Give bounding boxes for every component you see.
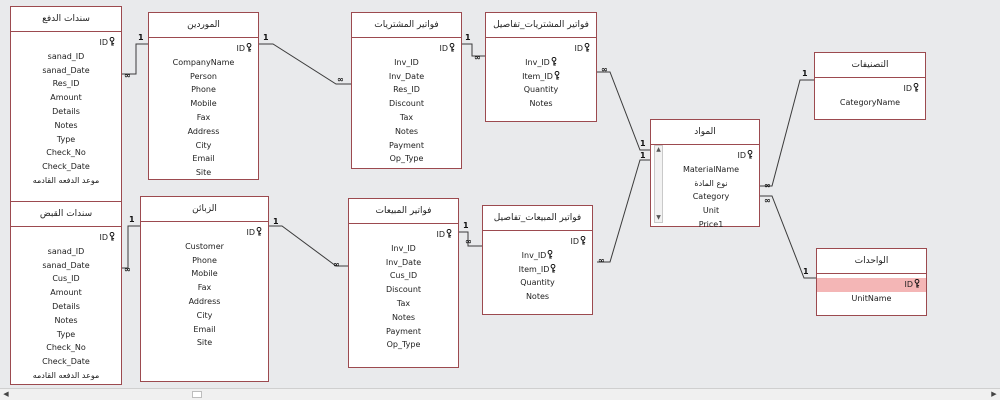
field-row[interactable] [663, 177, 759, 191]
field-name: Unit [702, 206, 720, 216]
field-row[interactable] [352, 139, 461, 153]
field-name: Tax [396, 298, 411, 308]
field-name: Discount [385, 285, 422, 295]
field-row[interactable] [149, 111, 258, 125]
field-row[interactable] [11, 146, 121, 160]
field-row[interactable] [149, 125, 258, 139]
field-list [352, 38, 461, 166]
field-row[interactable] [349, 297, 458, 311]
field-row[interactable] [11, 50, 121, 64]
field-name: Payment [385, 326, 422, 336]
field-name: Notes [54, 120, 78, 130]
field-row[interactable] [11, 259, 121, 273]
field-name: Check_Date [42, 357, 90, 367]
field-name: Inv_Date [385, 257, 422, 267]
one-side-label: 1 [640, 139, 646, 148]
field-name: ID [236, 44, 245, 53]
field-row[interactable] [663, 163, 759, 177]
field-list [349, 224, 458, 352]
field-name: Type [56, 134, 76, 144]
field-row[interactable] [11, 105, 121, 119]
field-row[interactable] [141, 323, 268, 337]
primary-key-icon [580, 236, 586, 245]
table-title[interactable]: سندات الدفع [11, 7, 121, 32]
one-side-label: 1 [273, 217, 279, 226]
field-name: Notes [394, 126, 419, 136]
field-name: Notes [529, 99, 553, 109]
primary-key-icon [109, 232, 115, 241]
field-row[interactable] [352, 83, 461, 97]
field-name: Customer [185, 241, 224, 251]
field-list [486, 38, 596, 111]
scroll-thumb[interactable] [192, 391, 202, 398]
field-row[interactable] [11, 328, 121, 342]
primary-key-icon [551, 57, 557, 66]
many-side-label: ∞ [124, 265, 131, 274]
primary-key-icon [109, 37, 115, 46]
one-side-label: 1 [465, 33, 471, 42]
field-row[interactable] [141, 240, 268, 254]
field-row[interactable] [141, 336, 268, 350]
field-list [651, 145, 759, 232]
many-side-label: ∞ [465, 237, 472, 246]
field-name: Quantity [520, 278, 555, 288]
field-name: Address [188, 296, 221, 306]
field-name: Res_ID [393, 85, 420, 95]
field-name: Cus_ID [52, 274, 80, 284]
field-row[interactable] [349, 325, 458, 339]
field-row[interactable] [486, 70, 596, 84]
table-title[interactable]: الموردين [149, 13, 258, 38]
table-purchase-details[interactable] [485, 12, 597, 122]
table-sanadat-qabd[interactable] [10, 201, 122, 385]
scroll-down-arrow-icon[interactable]: ▼ [656, 214, 661, 221]
field-name: موعد الدفعه القادمه [32, 175, 100, 185]
table-title[interactable]: فواتير المبيعات [349, 199, 458, 224]
field-name: Op_Type [386, 340, 421, 350]
field-name: Details [52, 106, 80, 116]
table-title[interactable]: فواتير المشتريات_تفاصيل [486, 13, 596, 38]
field-row[interactable] [149, 42, 258, 56]
field-name: Mobile [191, 269, 218, 279]
field-row[interactable] [817, 292, 926, 306]
field-row[interactable] [149, 70, 258, 84]
field-name: ID [436, 230, 445, 239]
field-list [483, 231, 592, 304]
one-side-label: 1 [640, 151, 646, 160]
field-row[interactable] [11, 355, 121, 369]
field-name: CategoryName [839, 97, 901, 107]
field-name: ID [99, 38, 108, 47]
table-title[interactable]: فواتير المشتريات [352, 13, 461, 38]
one-side-label: 1 [138, 33, 144, 42]
field-row[interactable] [11, 231, 121, 245]
table-sanadat-daf[interactable] [10, 6, 122, 208]
table-title[interactable]: فواتير المبيعات_تفاصيل [483, 206, 592, 231]
field-row[interactable] [349, 311, 458, 325]
field-name: Check_No [46, 148, 86, 158]
field-row[interactable] [352, 125, 461, 139]
table-sales-details[interactable] [482, 205, 593, 315]
field-row[interactable] [149, 83, 258, 97]
table-title[interactable]: الواحدات [817, 249, 926, 274]
field-name: Item_ID [522, 71, 553, 81]
field-name: ID [903, 84, 912, 93]
field-row[interactable] [11, 286, 121, 300]
field-name: Inv_ID [391, 243, 416, 253]
field-name: Fax [197, 283, 212, 293]
field-row[interactable] [11, 133, 121, 147]
table-title[interactable]: الزبائن [141, 197, 268, 222]
table-customers[interactable] [140, 196, 269, 382]
field-name: ID [574, 44, 583, 53]
many-side-label: ∞ [474, 53, 481, 62]
field-row[interactable] [11, 174, 121, 188]
field-row[interactable] [149, 139, 258, 153]
table-title[interactable]: التصنيفات [815, 53, 925, 78]
field-name: City [196, 310, 213, 320]
field-row[interactable] [817, 278, 926, 292]
field-name: Inv_ID [521, 250, 547, 260]
field-row[interactable] [486, 97, 596, 111]
field-name: Person [190, 71, 217, 81]
field-row[interactable] [11, 341, 121, 355]
field-name: Amount [50, 288, 82, 298]
field-row[interactable] [141, 281, 268, 295]
primary-key-icon [584, 43, 590, 52]
field-row[interactable] [349, 269, 458, 283]
primary-key-icon [913, 83, 919, 92]
horizontal-scrollbar[interactable] [0, 388, 1000, 400]
primary-key-icon [547, 250, 553, 259]
field-name: Notes [525, 292, 550, 302]
field-name: Inv_ID [394, 57, 419, 67]
field-name: Details [52, 301, 80, 311]
field-name: Email [192, 154, 215, 164]
field-row[interactable] [149, 166, 258, 180]
table-title[interactable]: المواد [651, 120, 759, 145]
field-name: sanad_Date [42, 65, 90, 75]
field-name: ID [439, 44, 448, 53]
field-row[interactable] [149, 97, 258, 111]
field-row[interactable] [486, 56, 596, 70]
field-row[interactable] [11, 119, 121, 133]
scroll-up-arrow-icon[interactable]: ▲ [656, 146, 661, 153]
primary-key-icon [914, 279, 920, 288]
many-side-label: ∞ [598, 256, 605, 265]
field-row[interactable] [663, 204, 759, 218]
field-name: MaterialName [682, 164, 740, 174]
field-name: Fax [196, 112, 211, 122]
field-name: نوع المادة [694, 178, 728, 188]
field-row[interactable] [815, 82, 925, 96]
field-name: Inv_Date [388, 71, 425, 81]
field-row[interactable] [815, 96, 925, 110]
field-name: Check_No [46, 343, 86, 353]
field-name: Item_ID [518, 264, 550, 274]
primary-key-icon [550, 264, 556, 273]
table-title[interactable]: سندات القبض [11, 202, 121, 227]
table-materials[interactable] [650, 119, 760, 227]
table-units[interactable] [816, 248, 927, 316]
field-name: ID [570, 237, 579, 246]
primary-key-icon [446, 229, 452, 238]
one-side-label: 1 [803, 267, 809, 276]
field-row[interactable] [11, 314, 121, 328]
field-row[interactable] [11, 77, 121, 91]
field-name: ID [99, 233, 108, 242]
field-row[interactable] [483, 276, 592, 290]
field-row[interactable] [663, 149, 759, 163]
field-list [141, 222, 268, 350]
field-name: ID [246, 228, 255, 237]
field-name: Mobile [190, 99, 217, 109]
field-name: Category [692, 192, 730, 202]
field-row[interactable] [11, 91, 121, 105]
primary-key-icon [554, 71, 560, 80]
many-side-label: ∞ [764, 181, 771, 190]
field-row[interactable] [349, 283, 458, 297]
field-name: UnitName [851, 293, 892, 303]
one-side-label: 1 [802, 69, 808, 78]
field-row[interactable] [149, 152, 258, 166]
many-side-label: ∞ [333, 260, 340, 269]
field-row[interactable] [352, 111, 461, 125]
field-row[interactable] [141, 226, 268, 240]
field-list [11, 227, 121, 383]
field-name: Email [193, 324, 216, 334]
field-name: Quantity [523, 85, 559, 95]
field-row[interactable] [141, 309, 268, 323]
field-row[interactable] [486, 83, 596, 97]
field-row[interactable] [483, 290, 592, 304]
field-row[interactable] [349, 242, 458, 256]
primary-key-icon [256, 227, 262, 236]
field-row[interactable] [141, 295, 268, 309]
field-row[interactable] [349, 228, 458, 242]
table-suppliers[interactable] [148, 12, 259, 180]
field-name: ID [737, 151, 746, 160]
field-name: Discount [388, 99, 425, 109]
table-vertical-scrollbar[interactable] [654, 145, 663, 223]
field-name: Check_Date [42, 162, 90, 172]
field-name: City [195, 140, 212, 150]
field-list [815, 78, 925, 110]
primary-key-icon [747, 150, 753, 159]
field-row[interactable] [349, 338, 458, 352]
field-name: Res_ID [52, 79, 80, 89]
field-row[interactable] [352, 152, 461, 166]
field-row[interactable] [486, 42, 596, 56]
field-row[interactable] [11, 300, 121, 314]
field-name: Op_Type [389, 154, 424, 164]
field-row[interactable] [349, 256, 458, 270]
many-side-label: ∞ [337, 75, 344, 84]
field-row[interactable] [11, 36, 121, 50]
field-row[interactable] [663, 218, 759, 232]
field-name: Notes [391, 312, 416, 322]
field-row[interactable] [352, 97, 461, 111]
field-name: Notes [54, 315, 78, 325]
primary-key-icon [246, 43, 252, 52]
field-row[interactable] [352, 42, 461, 56]
field-row[interactable] [11, 160, 121, 174]
field-name: Tax [399, 112, 414, 122]
field-list [817, 274, 926, 306]
field-row[interactable] [11, 272, 121, 286]
field-name: موعد الدفعه القادمه [32, 370, 100, 380]
table-categories[interactable] [814, 52, 926, 120]
many-side-label: ∞ [764, 196, 771, 205]
field-row[interactable] [483, 249, 592, 263]
field-name: Phone [191, 85, 216, 95]
field-name: ID [904, 280, 913, 289]
field-name: sanad_ID [47, 246, 85, 256]
field-row[interactable] [149, 56, 258, 70]
field-name: Phone [192, 255, 217, 265]
field-row[interactable] [483, 263, 592, 277]
field-name: Inv_ID [525, 57, 550, 67]
field-name: Address [187, 126, 220, 136]
field-row[interactable] [11, 64, 121, 78]
field-name: Site [195, 168, 212, 178]
field-name: sanad_Date [42, 260, 90, 270]
table-purchase-invoices[interactable] [351, 12, 462, 169]
one-side-label: 1 [129, 215, 135, 224]
field-name: Cus_ID [389, 271, 418, 281]
field-row[interactable] [352, 56, 461, 70]
field-row[interactable] [11, 369, 121, 383]
field-name: Amount [50, 93, 82, 103]
one-side-label: 1 [463, 221, 469, 230]
field-name: Payment [388, 140, 425, 150]
field-name: Site [196, 338, 213, 348]
field-row[interactable] [11, 245, 121, 259]
field-list [149, 38, 258, 180]
many-side-label: ∞ [601, 65, 608, 74]
field-name: Type [56, 329, 76, 339]
primary-key-icon [449, 43, 455, 52]
field-list [11, 32, 121, 188]
field-name: CompanyName [172, 57, 235, 67]
field-row[interactable] [352, 70, 461, 84]
field-name: Price1 [698, 219, 724, 229]
field-row[interactable] [663, 190, 759, 204]
field-row[interactable] [141, 254, 268, 268]
scroll-right-arrow-icon[interactable]: ▶ [991, 390, 997, 398]
many-side-label: ∞ [124, 71, 131, 80]
field-name: sanad_ID [47, 51, 85, 61]
one-side-label: 1 [263, 33, 269, 42]
table-sales-invoices[interactable] [348, 198, 459, 368]
field-row[interactable] [141, 267, 268, 281]
scroll-left-arrow-icon[interactable]: ◀ [3, 390, 9, 398]
field-row[interactable] [483, 235, 592, 249]
